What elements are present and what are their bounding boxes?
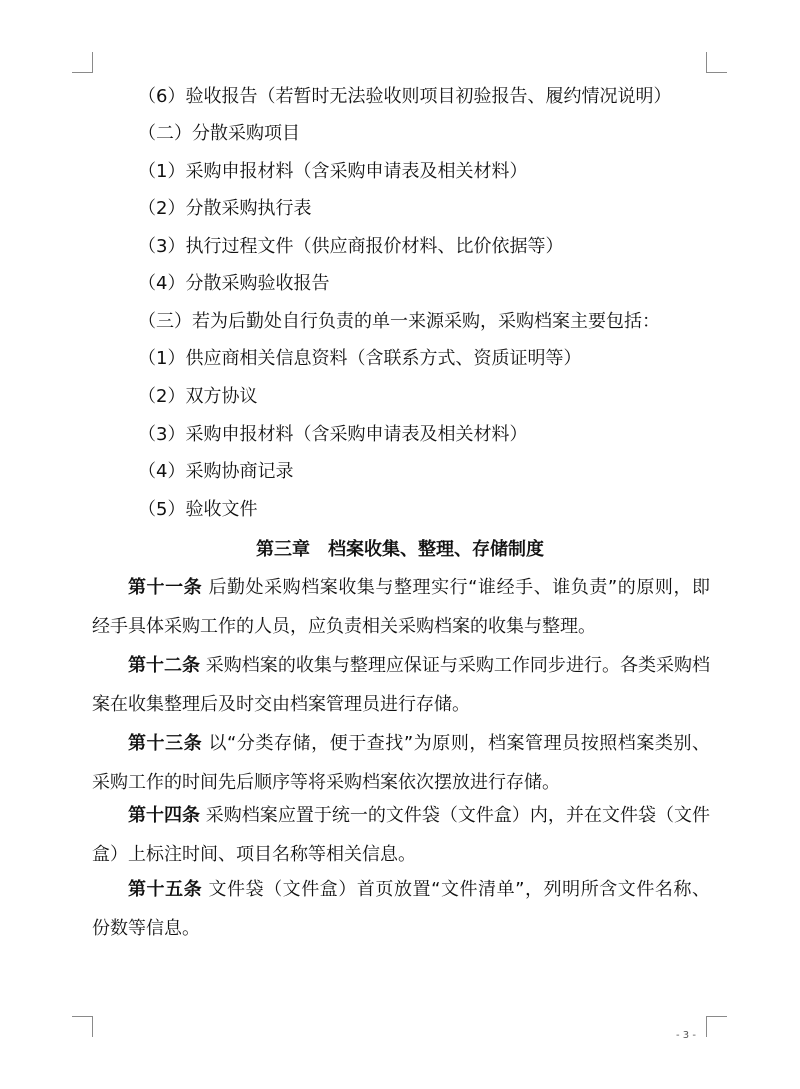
- article-text: 文件袋（文件盒）首页放置“文件清单”，列明所含文件名称、份数等信息。: [92, 879, 710, 939]
- article-number: 第十三条: [128, 733, 203, 754]
- list-item: （三）若为后勤处自行负责的单一来源采购，采购档案主要包括：: [138, 311, 660, 332]
- article-text: 后勤处采购档案收集与整理实行“谁经手、谁负责”的原则，即经手具体采购工作的人员，应负责相关采购档案的收集与整理。: [92, 577, 710, 637]
- crop-mark-bottom-right: [706, 1016, 727, 1037]
- article-paragraph: [92, 724, 710, 802]
- list-item: （2）双方协议: [138, 386, 258, 407]
- crop-mark-bottom-left: [72, 1016, 93, 1037]
- article-number: 第十一条: [128, 577, 203, 598]
- list-item: （二）分散采购项目: [138, 123, 300, 144]
- article-number: 第十二条: [128, 655, 201, 676]
- article-text: 以“分类存储，便于查找”为原则，档案管理员按照档案类别、采购工作的时间先后顺序等将采购档案依次摆放进行存储。: [92, 733, 710, 793]
- list-item: （2）分散采购执行表: [138, 198, 312, 219]
- list-item: （3）执行过程文件（供应商报价材料、比价依据等）: [138, 236, 564, 257]
- article-text: 采购档案应置于统一的文件袋（文件盒）内，并在文件袋（文件盒）上标注时间、项目名称等相关信息。: [92, 805, 711, 865]
- article-number: 第十五条: [128, 879, 203, 900]
- article-paragraph: [92, 870, 710, 948]
- article-paragraph: [92, 568, 710, 646]
- article-text: 采购档案的收集与整理应保证与采购工作同步进行。各类采购档案在收集整理后及时交由档案管理员进行存储。: [92, 655, 711, 715]
- list-item: （4）采购协商记录: [138, 461, 294, 482]
- list-item: （1）供应商相关信息资料（含联系方式、资质证明等）: [138, 348, 582, 369]
- list-item: （6）验收报告（若暂时无法验收则项目初验报告、履约情况说明）: [138, 86, 672, 107]
- crop-mark-top-right: [706, 52, 727, 73]
- list-item: （3）采购申报材料（含采购申请表及相关材料）: [138, 424, 528, 445]
- article-paragraph: [92, 646, 710, 724]
- article-number: 第十四条: [128, 805, 201, 826]
- crop-mark-top-left: [72, 52, 93, 73]
- article-paragraph: [92, 796, 710, 874]
- list-item: （1）采购申报材料（含采购申请表及相关材料）: [138, 161, 528, 182]
- chapter-title: 第三章 档案收集、整理、存储制度: [256, 539, 544, 560]
- list-item: （4）分散采购验收报告: [138, 273, 330, 294]
- page-number: - 3 -: [676, 1030, 696, 1041]
- list-item: （5）验收文件: [138, 499, 258, 520]
